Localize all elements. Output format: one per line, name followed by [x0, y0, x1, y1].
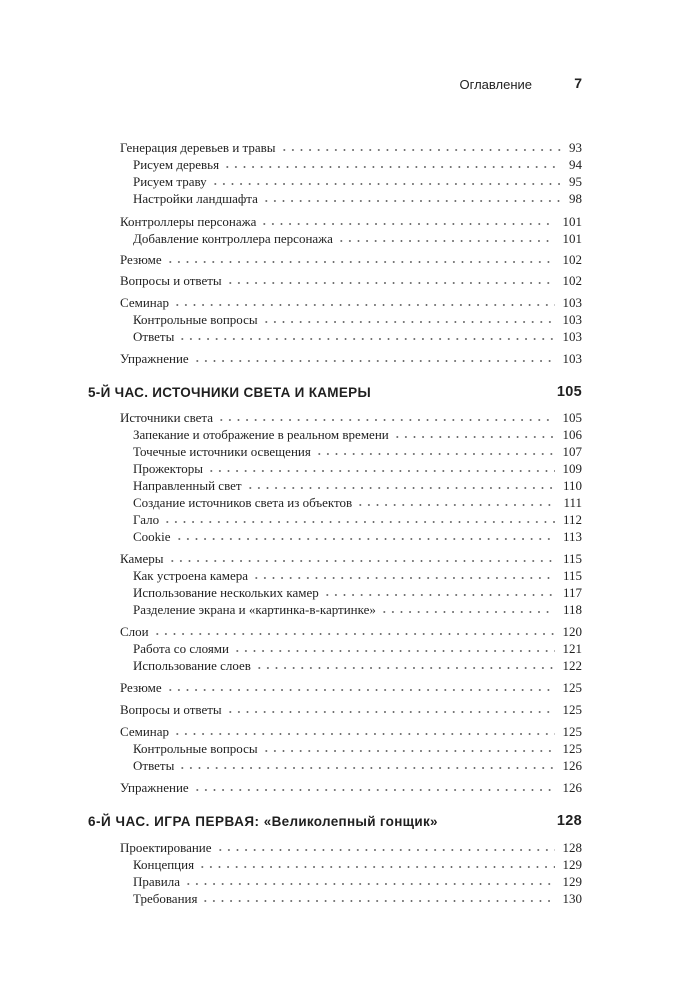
page-number: 7 — [574, 75, 582, 91]
toc-entry-page: 112 — [562, 512, 582, 527]
toc-entry-title: Контрольные вопросы — [133, 741, 258, 756]
toc-subentry[interactable] — [133, 173, 582, 190]
toc-entry-title: Точечные источники освещения — [133, 444, 311, 459]
leader-dots — [280, 148, 561, 152]
toc-subentry[interactable] — [133, 443, 582, 460]
toc-entry[interactable] — [120, 139, 582, 156]
toc-entry-title: Требования — [133, 891, 198, 906]
leader-dots — [262, 320, 555, 324]
toc-subentry[interactable] — [133, 890, 582, 907]
leader-dots — [393, 435, 555, 439]
leader-dots — [233, 649, 555, 653]
toc-entry[interactable] — [120, 213, 582, 230]
toc-entry[interactable] — [120, 701, 582, 718]
toc-subentry[interactable] — [133, 230, 582, 247]
toc-subentry[interactable] — [133, 311, 582, 328]
toc-entry-page: 103 — [562, 329, 582, 344]
toc-entry-page: 103 — [562, 295, 582, 310]
toc-entry-title: Концепция — [133, 857, 195, 872]
toc-entry-page: 125 — [562, 680, 582, 695]
toc-subentry[interactable] — [133, 740, 582, 757]
chapter-page: 105 — [556, 384, 582, 400]
toc-entry[interactable] — [120, 623, 582, 640]
toc-entry-title: Семинар — [120, 295, 170, 310]
toc-entry-page: 130 — [562, 891, 582, 906]
toc-entry[interactable] — [120, 294, 582, 311]
toc-entry-page: 110 — [562, 478, 582, 493]
toc-entry-page: 101 — [562, 231, 582, 246]
toc-subentry[interactable] — [133, 584, 582, 601]
toc-entry-page: 118 — [562, 602, 582, 617]
toc-entry[interactable] — [120, 272, 582, 289]
toc-entry[interactable] — [120, 550, 582, 567]
leader-dots — [380, 610, 555, 614]
toc-entry-page: 109 — [562, 461, 582, 476]
toc-subentry[interactable] — [133, 601, 582, 618]
leader-dots — [184, 882, 554, 886]
toc-entry-page: 93 — [569, 140, 582, 155]
toc-entry-page: 106 — [562, 427, 582, 442]
toc-entry[interactable] — [120, 350, 582, 367]
leader-dots — [252, 576, 555, 580]
toc-entry-title: Резюме — [120, 680, 162, 695]
toc-subentry[interactable] — [133, 757, 582, 774]
toc-entry-page: 113 — [562, 529, 582, 544]
chapter-title-wrap — [88, 814, 438, 829]
toc-entry-title: Рисуем траву — [133, 174, 207, 189]
toc-entry-page: 129 — [562, 857, 582, 872]
toc-entry[interactable] — [120, 839, 582, 856]
toc-entry-page: 94 — [569, 157, 582, 172]
toc-entry-page: 105 — [562, 410, 582, 425]
toc-subentry[interactable] — [133, 528, 582, 545]
toc-subentry[interactable] — [133, 657, 582, 674]
chapter-title-prefix: 6-Й ЧАС. ИГРА ПЕРВАЯ: — [88, 813, 264, 829]
leader-dots — [178, 766, 554, 770]
leader-dots — [356, 503, 555, 507]
toc-entry-page: 120 — [562, 624, 582, 639]
toc-entry-page: 125 — [562, 702, 582, 717]
toc-subentry[interactable] — [133, 640, 582, 657]
toc-entry-title: Направленный свет — [133, 478, 242, 493]
toc-entry-title: Рисуем деревья — [133, 157, 220, 172]
toc-entry-page: 126 — [562, 780, 582, 795]
toc-entry-title: Добавление контроллера персонажа — [133, 231, 333, 246]
leader-dots — [163, 520, 555, 524]
leader-dots — [193, 359, 555, 363]
toc-entry-title: Использование нескольких камер — [133, 585, 319, 600]
leader-dots — [217, 418, 554, 422]
toc-entry-title: Использование слоев — [133, 658, 251, 673]
leader-dots — [255, 666, 555, 670]
toc-entry-title: Ответы — [133, 329, 175, 344]
chapter-heading[interactable] — [88, 382, 582, 402]
toc-entry-page: 126 — [562, 758, 582, 773]
toc-entry-title: Вопросы и ответы — [120, 702, 222, 717]
chapter-page: 128 — [556, 813, 582, 829]
leader-dots — [337, 239, 555, 243]
toc-subentry[interactable] — [133, 190, 582, 207]
leader-dots — [168, 559, 555, 563]
leader-dots — [198, 865, 554, 869]
toc-subentry[interactable] — [133, 426, 582, 443]
toc-entry-title: Вопросы и ответы — [120, 273, 222, 288]
toc-entry-page: 125 — [562, 724, 582, 739]
toc-entry-title: Упражнение — [120, 351, 189, 366]
toc-entry-title: Как устроена камера — [133, 568, 249, 583]
toc-entry-page: 117 — [562, 585, 582, 600]
toc-entry-title: Проектирование — [120, 840, 212, 855]
toc-entry[interactable] — [120, 251, 582, 268]
leader-dots — [323, 593, 555, 597]
toc-entry-page: 103 — [562, 312, 582, 327]
toc-entry-title: Камеры — [120, 551, 164, 566]
toc-subentry[interactable] — [133, 328, 582, 345]
leader-dots — [223, 165, 561, 169]
leader-dots — [207, 469, 554, 473]
leader-dots — [262, 749, 555, 753]
toc-entry-title: Гало — [133, 512, 160, 527]
toc-entry-page: 102 — [562, 273, 582, 288]
chapter-title: 5-Й ЧАС. ИСТОЧНИКИ СВЕТА И КАМЕРЫ — [88, 384, 371, 400]
toc-entry-page: 115 — [562, 568, 582, 583]
leader-dots — [315, 452, 555, 456]
toc-entry-page: 121 — [562, 641, 582, 656]
toc-entry[interactable] — [120, 679, 582, 696]
toc-subentry[interactable] — [133, 477, 582, 494]
toc-entry-page: 101 — [562, 214, 582, 229]
leader-dots — [173, 303, 554, 307]
toc-entry-title: Прожекторы — [133, 461, 204, 476]
toc-entry-page: 128 — [562, 840, 582, 855]
toc-entry-title: Генерация деревьев и травы — [120, 140, 276, 155]
leader-dots — [153, 632, 555, 636]
toc-entry-title: Работа со слоями — [133, 641, 229, 656]
leader-dots — [246, 486, 555, 490]
leader-dots — [260, 222, 554, 226]
toc-entry-page: 115 — [562, 551, 582, 566]
leader-dots — [166, 260, 555, 264]
toc-entry-title: Семинар — [120, 724, 170, 739]
leader-dots — [193, 788, 555, 792]
leader-dots — [201, 899, 554, 903]
toc-entry-title: Упражнение — [120, 780, 189, 795]
toc-entry-page: 122 — [562, 658, 582, 673]
toc-subentry[interactable] — [133, 494, 582, 511]
toc-entry[interactable] — [120, 723, 582, 740]
leader-dots — [216, 848, 555, 852]
running-head-title: Оглавление — [459, 77, 532, 92]
toc-entry-title: Контроллеры персонажа — [120, 214, 257, 229]
leader-dots — [262, 199, 561, 203]
leader-dots — [178, 337, 554, 341]
toc-entry-title: Cookie — [133, 529, 171, 544]
toc-subentry[interactable] — [133, 856, 582, 873]
leader-dots — [166, 688, 555, 692]
toc-entry[interactable] — [120, 779, 582, 796]
toc-entry-title: Запекание и отображение в реальном времени — [133, 427, 389, 442]
chapter-heading[interactable] — [88, 811, 582, 831]
toc-entry-page: 107 — [562, 444, 582, 459]
toc-entry-title: Резюме — [120, 252, 162, 267]
toc-entry-page: 95 — [569, 174, 582, 189]
toc-subentry[interactable] — [133, 156, 582, 173]
toc-subentry[interactable] — [133, 511, 582, 528]
toc-entry-page: 103 — [562, 351, 582, 366]
toc-subentry[interactable] — [133, 460, 582, 477]
toc-entry-page: 111 — [563, 495, 582, 510]
toc-entry-title: Контрольные вопросы — [133, 312, 258, 327]
toc-entry-title: Источники света — [120, 410, 214, 425]
leader-dots — [226, 710, 555, 714]
leader-dots — [175, 537, 555, 541]
toc-entry-title: Настройки ландшафта — [133, 191, 258, 206]
toc-entry-page: 102 — [562, 252, 582, 267]
toc-subentry[interactable] — [133, 567, 582, 584]
toc-entry-page: 98 — [569, 191, 582, 206]
leader-dots — [211, 182, 561, 186]
toc-entry-page: 125 — [562, 741, 582, 756]
toc-entry-title: Создание источников света из объектов — [133, 495, 353, 510]
toc-entry-title: Разделение экрана и «картинка-в-картинке» — [133, 602, 376, 617]
toc-subentry[interactable] — [133, 873, 582, 890]
toc-entry[interactable] — [120, 409, 582, 426]
toc-entry-page: 129 — [562, 874, 582, 889]
leader-dots — [173, 732, 554, 736]
chapter-title: «Великолепный гонщик» — [263, 813, 438, 829]
toc-entry-title: Правила — [133, 874, 181, 889]
toc-entry-title: Слои — [120, 624, 149, 639]
toc-entry-title: Ответы — [133, 758, 175, 773]
leader-dots — [226, 281, 555, 285]
